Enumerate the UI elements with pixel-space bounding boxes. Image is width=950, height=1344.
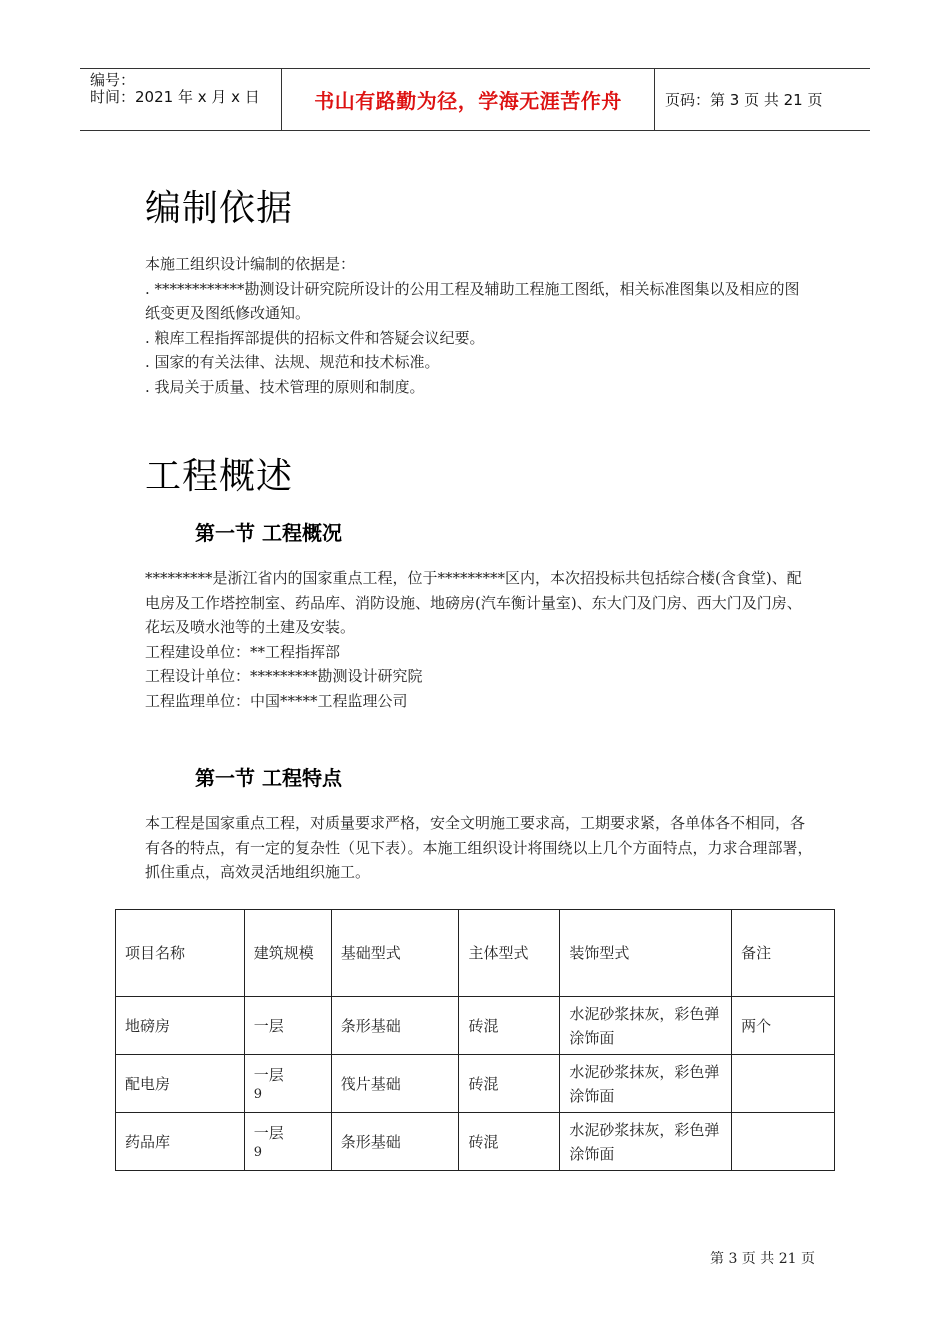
overview-line: 工程监理单位：中国*****工程监理公司 (145, 691, 408, 710)
cell-scale (244, 997, 331, 1055)
basis-line: . 我局关于质量、技术管理的原则和制度。 (145, 377, 425, 396)
cell-decoration: 水泥砂浆抹灰，彩色弹涂饰面 (560, 997, 732, 1055)
cell-name: 配电房 (116, 1055, 245, 1113)
cell-foundation: 条形基础 (331, 1113, 459, 1171)
header-motto-cell (282, 69, 655, 130)
subsection-title-features: 第一节 工程特点 (195, 766, 342, 790)
table-row (116, 1055, 835, 1113)
page-header (80, 68, 870, 131)
cell-note: 两个 (732, 997, 835, 1055)
cell-note (732, 1055, 835, 1113)
cell-scale (244, 1113, 331, 1171)
overview-text (145, 566, 813, 713)
motto: 书山有路勤为径，学海无涯苦作舟 (314, 89, 622, 113)
cell-name: 药品库 (116, 1113, 245, 1171)
overview-line: 工程建设单位：**工程指挥部 (145, 642, 341, 661)
doc-number: 编号： (90, 71, 136, 89)
cell-scale (244, 1055, 331, 1113)
section-title-basis: 编制依据 (145, 188, 294, 229)
overview-line: 工程设计单位：*********勘测设计研究院 (145, 667, 423, 685)
basis-line: . 国家的有关法律、法规、规范和技术标准。 (145, 353, 440, 371)
cell-decoration: 水泥砂浆抹灰，彩色弹涂饰面 (560, 1055, 732, 1113)
table-header-cell: 主体型式 (459, 910, 560, 997)
scale-value: 一层 (253, 1016, 284, 1035)
table-row (116, 1113, 835, 1171)
table-header-cell: 基础型式 (331, 910, 459, 997)
cell-foundation: 筏片基础 (331, 1055, 459, 1113)
header-page-cell (655, 69, 870, 130)
table-row (116, 997, 835, 1055)
header-meta (80, 69, 282, 130)
project-table (115, 909, 835, 1171)
cell-foundation: 条形基础 (331, 997, 459, 1055)
table-header-cell: 建筑规模 (244, 910, 331, 997)
basis-line: . 粮库工程指挥部提供的招标文件和答疑会议纪要。 (145, 328, 485, 347)
subsection-title-overview: 第一节 工程概况 (195, 521, 342, 545)
table-header-cell: 装饰型式 (560, 910, 732, 997)
scale-value: 一层 (253, 1123, 284, 1142)
basis-line: . ************勘测设计研究院所设计的公用工程及辅助工程施工图纸，相关标准图集以及相应的图纸变更及图纸修改通知。 (145, 279, 800, 322)
cell-structure: 砖混 (459, 1055, 560, 1113)
basis-line: 本施工组织设计编制的依据是： (145, 255, 356, 273)
cell-name: 地磅房 (116, 997, 245, 1055)
table-header-row (116, 910, 835, 997)
features-paragraph: 本工程是国家重点工程，对质量要求严格，安全文明施工要求高，工期要求紧，各单体各不相同，各有各的特点，有一定的复杂性（见下表）。本施工组织设计将围绕以上几个方面特点，力求合理部署，抓住重点，高效灵活地组织施工。 (145, 814, 813, 881)
section-title-overview: 工程概述 (145, 456, 294, 497)
scale-value: 一层 (253, 1065, 284, 1084)
table-header-cell: 项目名称 (116, 910, 245, 997)
cell-note (732, 1113, 835, 1171)
cell-structure: 砖混 (459, 1113, 560, 1171)
features-text (145, 811, 813, 885)
cell-structure: 砖混 (459, 997, 560, 1055)
page-indicator: 页码：第 3 页 共 21 页 (665, 90, 823, 109)
scale-subvalue: 9 (253, 1144, 263, 1160)
doc-time: 时间：2021 年 x 月 x 日 (90, 88, 260, 106)
overview-line: *********是浙江省内的国家重点工程，位于*********区内，本次招投标共包括综合楼(含食堂)、配电房及工作塔控制室、药品库、消防设施、地磅房(汽车衡计量室)、东大门及门房、西大门及门房、花坛及喷水池等的土建及安装。 (145, 569, 802, 636)
table-header-cell: 备注 (732, 910, 835, 997)
scale-subvalue: 9 (253, 1086, 263, 1102)
basis-text (145, 252, 813, 399)
cell-decoration: 水泥砂浆抹灰，彩色弹涂饰面 (560, 1113, 732, 1171)
page-footer: 第 3 页 共 21 页 (710, 1251, 815, 1267)
